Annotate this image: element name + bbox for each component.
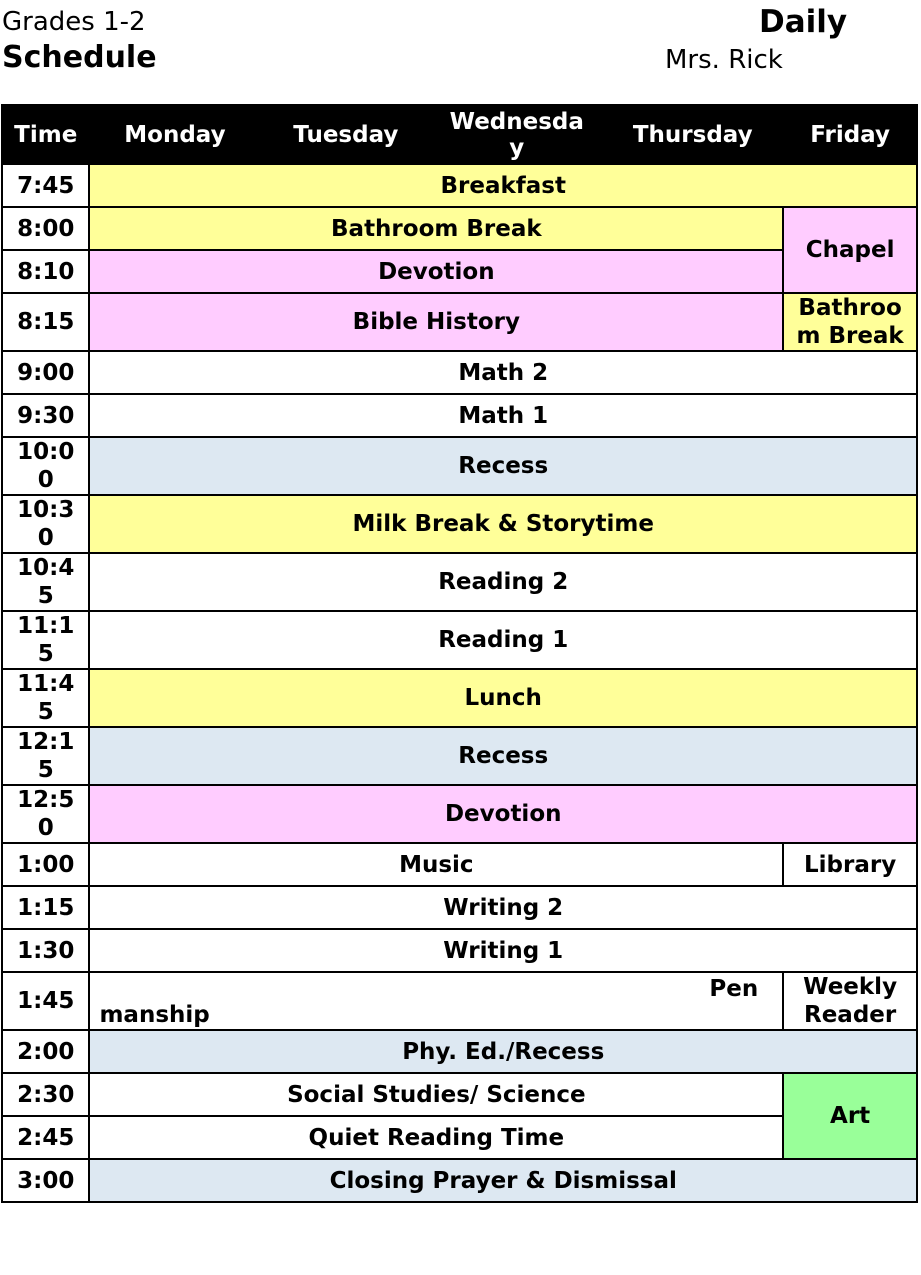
time-cell: 1:45 bbox=[2, 972, 89, 1030]
activity-cell: Writing 2 bbox=[89, 886, 917, 929]
header-row bbox=[2, 105, 917, 164]
activity-cell: Writing 1 bbox=[89, 929, 917, 972]
friday-activity-cell: Library bbox=[783, 843, 917, 886]
table-row bbox=[2, 972, 917, 1030]
time-cell: 1:00 bbox=[2, 843, 89, 886]
time-cell: 3:00 bbox=[2, 1159, 89, 1202]
activity-cell: Reading 1 bbox=[89, 611, 917, 669]
daily-title: Daily bbox=[759, 4, 848, 40]
activity-cell bbox=[89, 972, 783, 1030]
activity-cell: Closing Prayer & Dismissal bbox=[89, 1159, 917, 1202]
activity-cell: Bathroom Break bbox=[89, 207, 783, 250]
table-row bbox=[2, 669, 917, 727]
time-cell: 8:15 bbox=[2, 293, 89, 351]
col-header-wednesday: Wednesda y bbox=[431, 105, 602, 164]
activity-text-part2: manship bbox=[99, 1002, 210, 1028]
time-cell: 2:45 bbox=[2, 1116, 89, 1159]
table-row bbox=[2, 1073, 917, 1116]
activity-cell: Reading 2 bbox=[89, 553, 917, 611]
time-cell: 10:4 5 bbox=[2, 553, 89, 611]
activity-cell: Math 2 bbox=[89, 351, 917, 394]
activity-cell: Devotion bbox=[89, 785, 917, 843]
time-cell: 1:30 bbox=[2, 929, 89, 972]
activity-cell: Math 1 bbox=[89, 394, 917, 437]
time-cell: 7:45 bbox=[2, 164, 89, 207]
table-row bbox=[2, 929, 917, 972]
activity-text-part1: Pen bbox=[709, 976, 759, 1002]
grades-label: Grades 1-2 bbox=[2, 7, 146, 37]
time-cell: 12:5 0 bbox=[2, 785, 89, 843]
table-row bbox=[2, 886, 917, 929]
table-row bbox=[2, 727, 917, 785]
table-row bbox=[2, 553, 917, 611]
schedule-table bbox=[1, 104, 918, 1203]
time-cell: 11:4 5 bbox=[2, 669, 89, 727]
schedule-title: Schedule bbox=[2, 40, 157, 75]
activity-cell: Recess bbox=[89, 727, 917, 785]
table-row bbox=[2, 1159, 917, 1202]
time-cell: 12:1 5 bbox=[2, 727, 89, 785]
table-row bbox=[2, 250, 917, 293]
activity-cell: Lunch bbox=[89, 669, 917, 727]
col-header-tuesday: Tuesday bbox=[260, 105, 431, 164]
activity-cell: Recess bbox=[89, 437, 917, 495]
activity-cell: Devotion bbox=[89, 250, 783, 293]
time-cell: 11:1 5 bbox=[2, 611, 89, 669]
activity-cell: Social Studies/ Science bbox=[89, 1073, 783, 1116]
teacher-name: Mrs. Rick bbox=[665, 45, 783, 75]
friday-activity-cell: Art bbox=[783, 1073, 917, 1159]
time-cell: 8:00 bbox=[2, 207, 89, 250]
friday-activity-cell: Chapel bbox=[783, 207, 917, 293]
table-row bbox=[2, 293, 917, 351]
activity-cell: Milk Break & Storytime bbox=[89, 495, 917, 553]
activity-cell: Breakfast bbox=[89, 164, 917, 207]
table-row bbox=[2, 1116, 917, 1159]
friday-activity-cell: Bathroo m Break bbox=[783, 293, 917, 351]
table-row bbox=[2, 394, 917, 437]
table-row bbox=[2, 785, 917, 843]
col-header-time: Time bbox=[2, 105, 89, 164]
activity-cell: Phy. Ed./Recess bbox=[89, 1030, 917, 1073]
time-cell: 2:30 bbox=[2, 1073, 89, 1116]
activity-cell: Quiet Reading Time bbox=[89, 1116, 783, 1159]
activity-cell: Bible History bbox=[89, 293, 783, 351]
col-header-monday: Monday bbox=[89, 105, 260, 164]
time-cell: 10:0 0 bbox=[2, 437, 89, 495]
table-row bbox=[2, 164, 917, 207]
table-row bbox=[2, 843, 917, 886]
col-header-thursday: Thursday bbox=[602, 105, 783, 164]
time-cell: 1:15 bbox=[2, 886, 89, 929]
time-cell: 8:10 bbox=[2, 250, 89, 293]
activity-cell: Music bbox=[89, 843, 783, 886]
table-row bbox=[2, 207, 917, 250]
time-cell: 9:30 bbox=[2, 394, 89, 437]
time-cell: 10:3 0 bbox=[2, 495, 89, 553]
table-row bbox=[2, 495, 917, 553]
friday-activity-cell: Weekly Reader bbox=[783, 972, 917, 1030]
table-row bbox=[2, 437, 917, 495]
col-header-friday: Friday bbox=[783, 105, 917, 164]
time-cell: 9:00 bbox=[2, 351, 89, 394]
table-row bbox=[2, 351, 917, 394]
time-cell: 2:00 bbox=[2, 1030, 89, 1073]
table-row bbox=[2, 1030, 917, 1073]
table-row bbox=[2, 611, 917, 669]
